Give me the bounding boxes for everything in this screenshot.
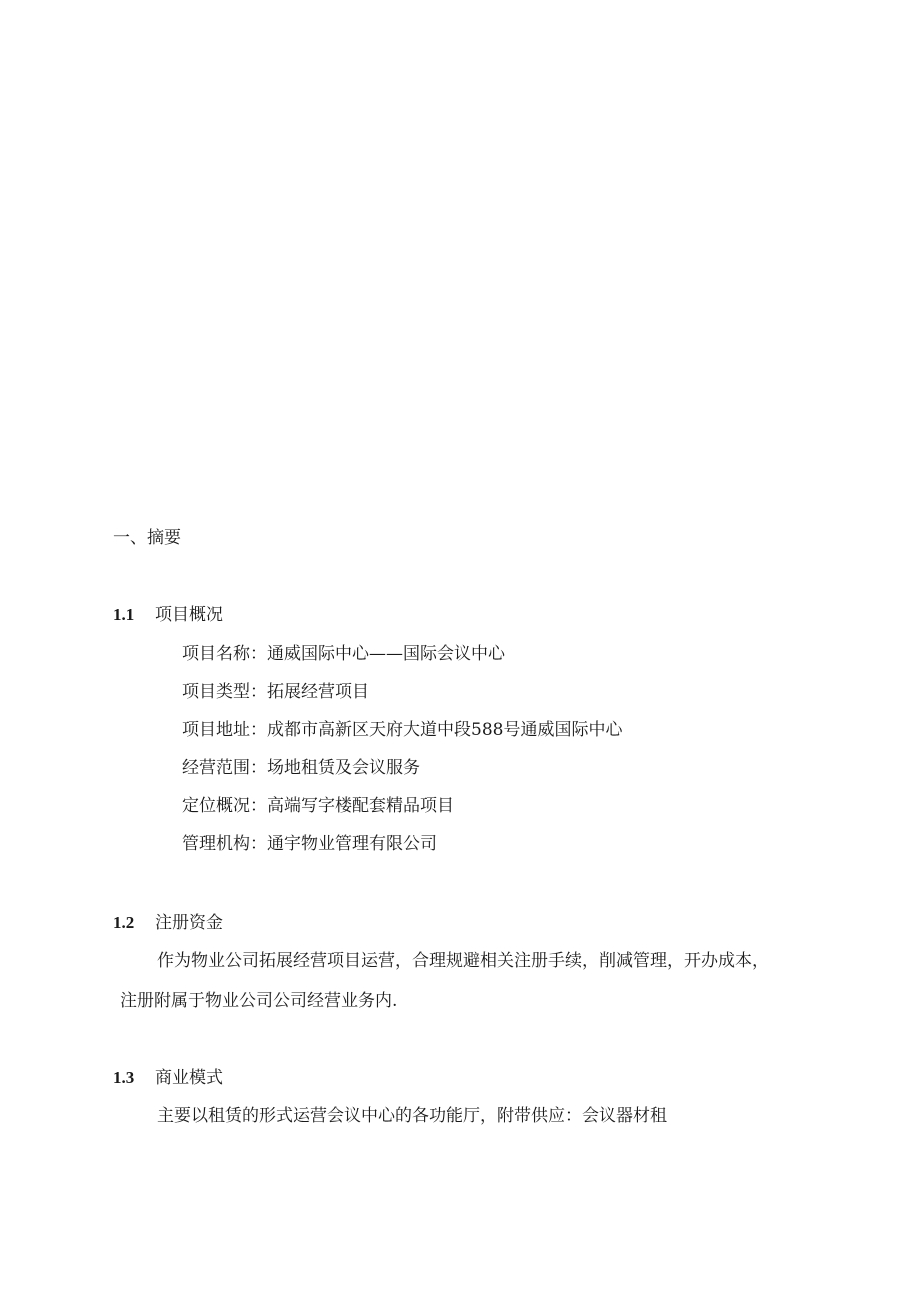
section-number: 1.3 <box>113 1068 135 1087</box>
overview-item-management: 管理机构：通宇物业管理有限公司 <box>182 834 437 854</box>
main-heading: 一、摘要 <box>113 528 181 548</box>
capital-paragraph-line-2: 注册附属于物业公司公司经营业务内. <box>120 991 398 1011</box>
section-number: 1.2 <box>113 913 135 932</box>
overview-item-scope: 经营范围：场地租赁及会议服务 <box>182 758 420 778</box>
section-1-1-header <box>113 604 223 626</box>
overview-item-address: 项目地址：成都市高新区天府大道中段588号通威国际中心 <box>182 720 623 740</box>
section-number: 1.1 <box>113 605 135 624</box>
section-title: 注册资金 <box>155 913 223 933</box>
overview-item-type: 项目类型：拓展经营项目 <box>182 682 369 702</box>
section-title: 商业模式 <box>155 1068 223 1088</box>
section-1-3-header <box>113 1067 223 1089</box>
business-model-paragraph-line-1: 主要以租赁的形式运营会议中心的各功能厅，附带供应：会议器材租 <box>157 1106 667 1126</box>
overview-item-positioning: 定位概况：高端写字楼配套精品项目 <box>182 796 454 816</box>
section-1-2-header <box>113 912 223 934</box>
section-title: 项目概况 <box>155 605 223 625</box>
overview-item-name: 项目名称：通威国际中心——国际会议中心 <box>182 644 505 664</box>
capital-paragraph-line-1: 作为物业公司拓展经营项目运营，合理规避相关注册手续，削减管理，开办成本， <box>157 951 769 971</box>
